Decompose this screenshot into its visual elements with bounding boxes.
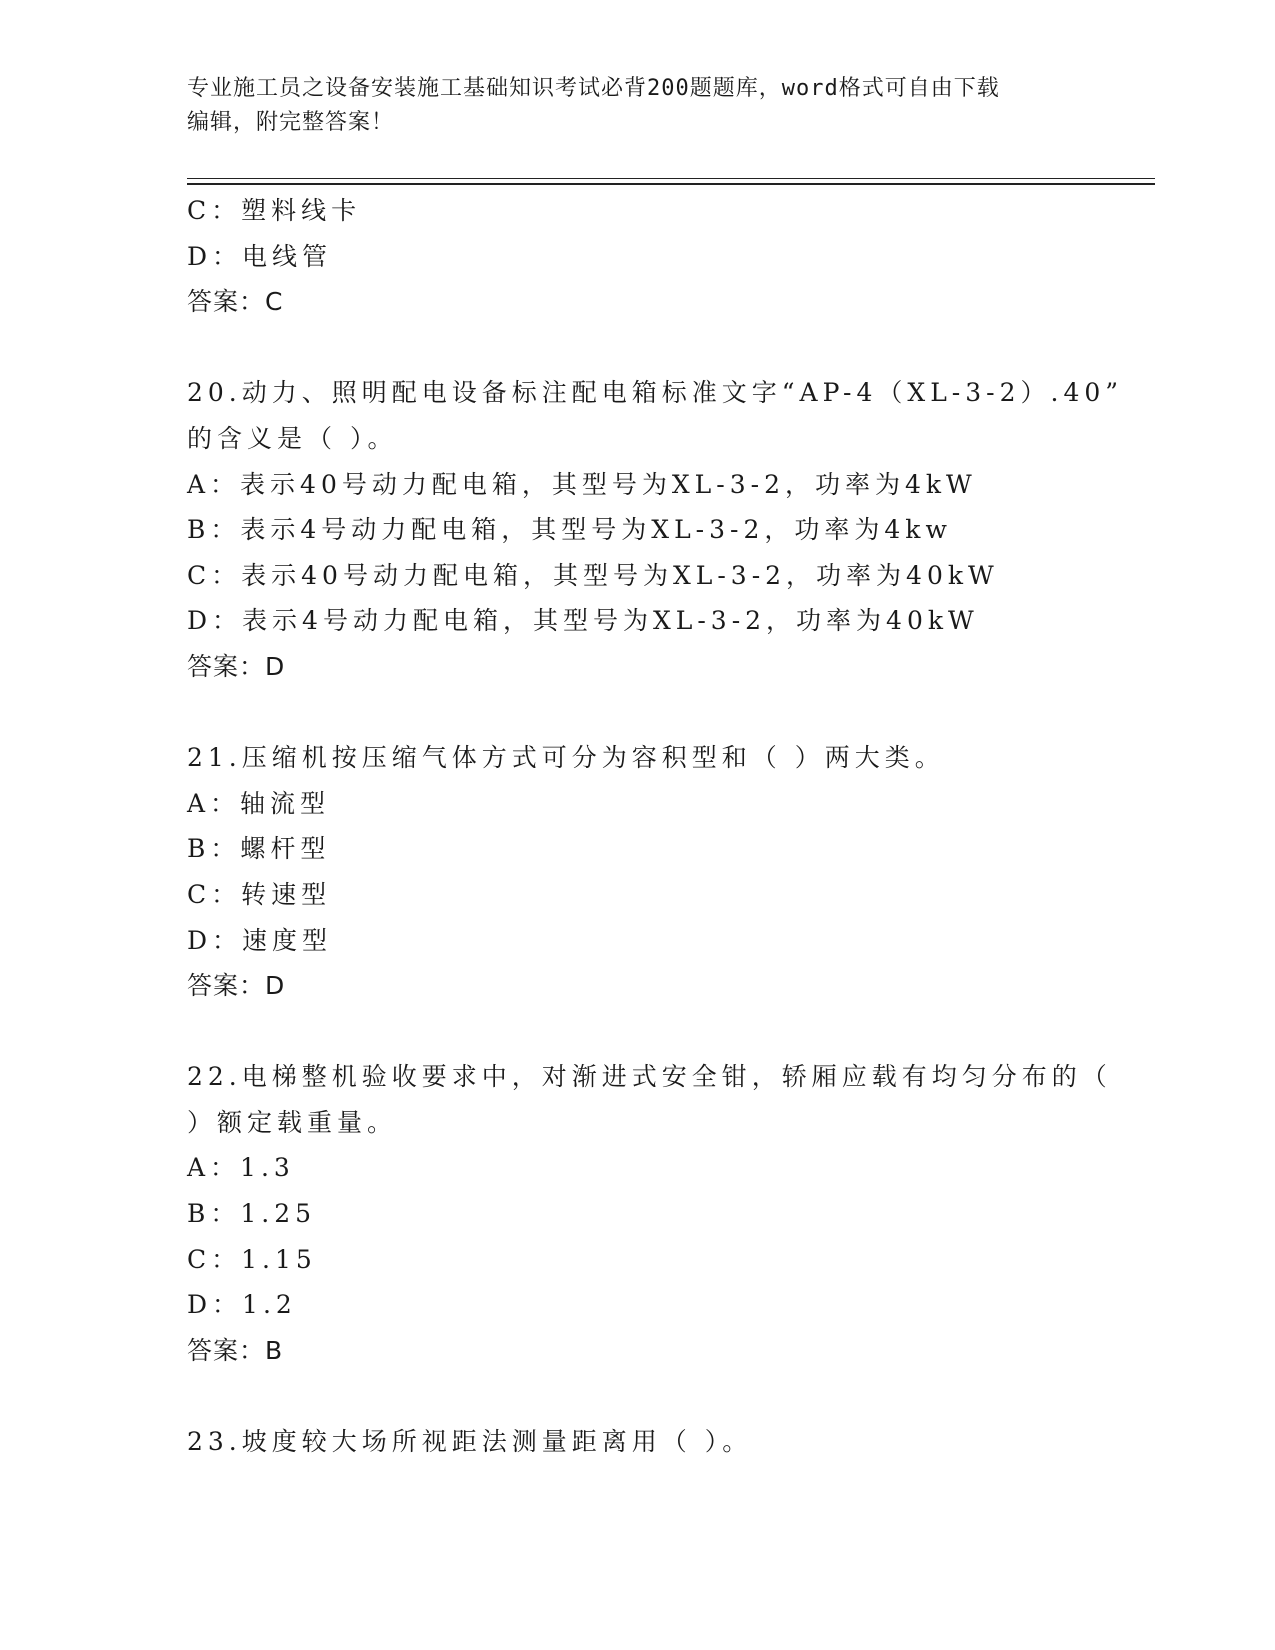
q20-stem-line2: 的含义是（ ）。: [187, 423, 398, 453]
header-divider-thin: [187, 178, 1155, 179]
q19-option-c: C：塑料线卡: [187, 196, 362, 225]
q22-stem-line1: 22.电梯整机验收要求中，对渐进式安全钳，轿厢应载有均匀分布的（: [187, 1062, 1112, 1092]
q20-option-b: B：表示4号动力配电箱，其型号为XL-3-2，功率为4kw: [187, 515, 952, 545]
q21-option-b: B：螺杆型: [187, 834, 331, 864]
q20-answer: 答案：D: [187, 651, 286, 681]
header-divider-thick: [187, 183, 1155, 185]
q21-answer: 答案：D: [187, 971, 286, 1001]
question-list: [187, 188, 1147, 1465]
q19-answer: 答案：C: [187, 287, 284, 317]
spacer: [187, 1009, 1147, 1055]
header-title-line2: 编辑，附完整答案！: [187, 110, 395, 135]
q21-stem: 21.压缩机按压缩气体方式可分为容积型和（ ）两大类。: [187, 743, 945, 773]
q22-answer: 答案：B: [187, 1335, 284, 1365]
header-title-line1: 专业施工员之设备安装施工基础知识考试必背200题题库，word格式可自由下载: [187, 76, 1000, 101]
q22-option-c: C：1.15: [187, 1244, 317, 1274]
spacer: [187, 1373, 1147, 1419]
q22-option-b: B：1.25: [187, 1199, 317, 1229]
q21-option-d: D：速度型: [187, 925, 333, 955]
q23-stem: 23.坡度较大场所视距法测量距离用（ ）。: [187, 1427, 753, 1457]
q20-option-d: D：表示4号动力配电箱，其型号为XL-3-2，功率为40kW: [187, 606, 979, 636]
spacer: [187, 690, 1147, 736]
spacer: [187, 325, 1147, 371]
q22-stem-line2: ）额定载重量。: [187, 1107, 398, 1137]
q21-option-c: C：转速型: [187, 879, 332, 909]
q21-option-a: A：轴流型: [187, 788, 331, 818]
q22-option-a: A：1.3: [187, 1153, 295, 1183]
q20-option-c: C：表示40号动力配电箱，其型号为XL-3-2，功率为40kW: [187, 560, 999, 590]
q22-option-d: D：1.2: [187, 1290, 297, 1320]
q20-stem-line1: 20.动力、照明配电设备标注配电箱标准文字“AP-4（XL-3-2）.40”: [187, 378, 1124, 408]
q19-option-d: D：电线管: [187, 241, 333, 271]
document-header: [187, 72, 1087, 140]
q20-option-a: A：表示40号动力配电箱，其型号为XL-3-2，功率为4kW: [187, 469, 977, 499]
